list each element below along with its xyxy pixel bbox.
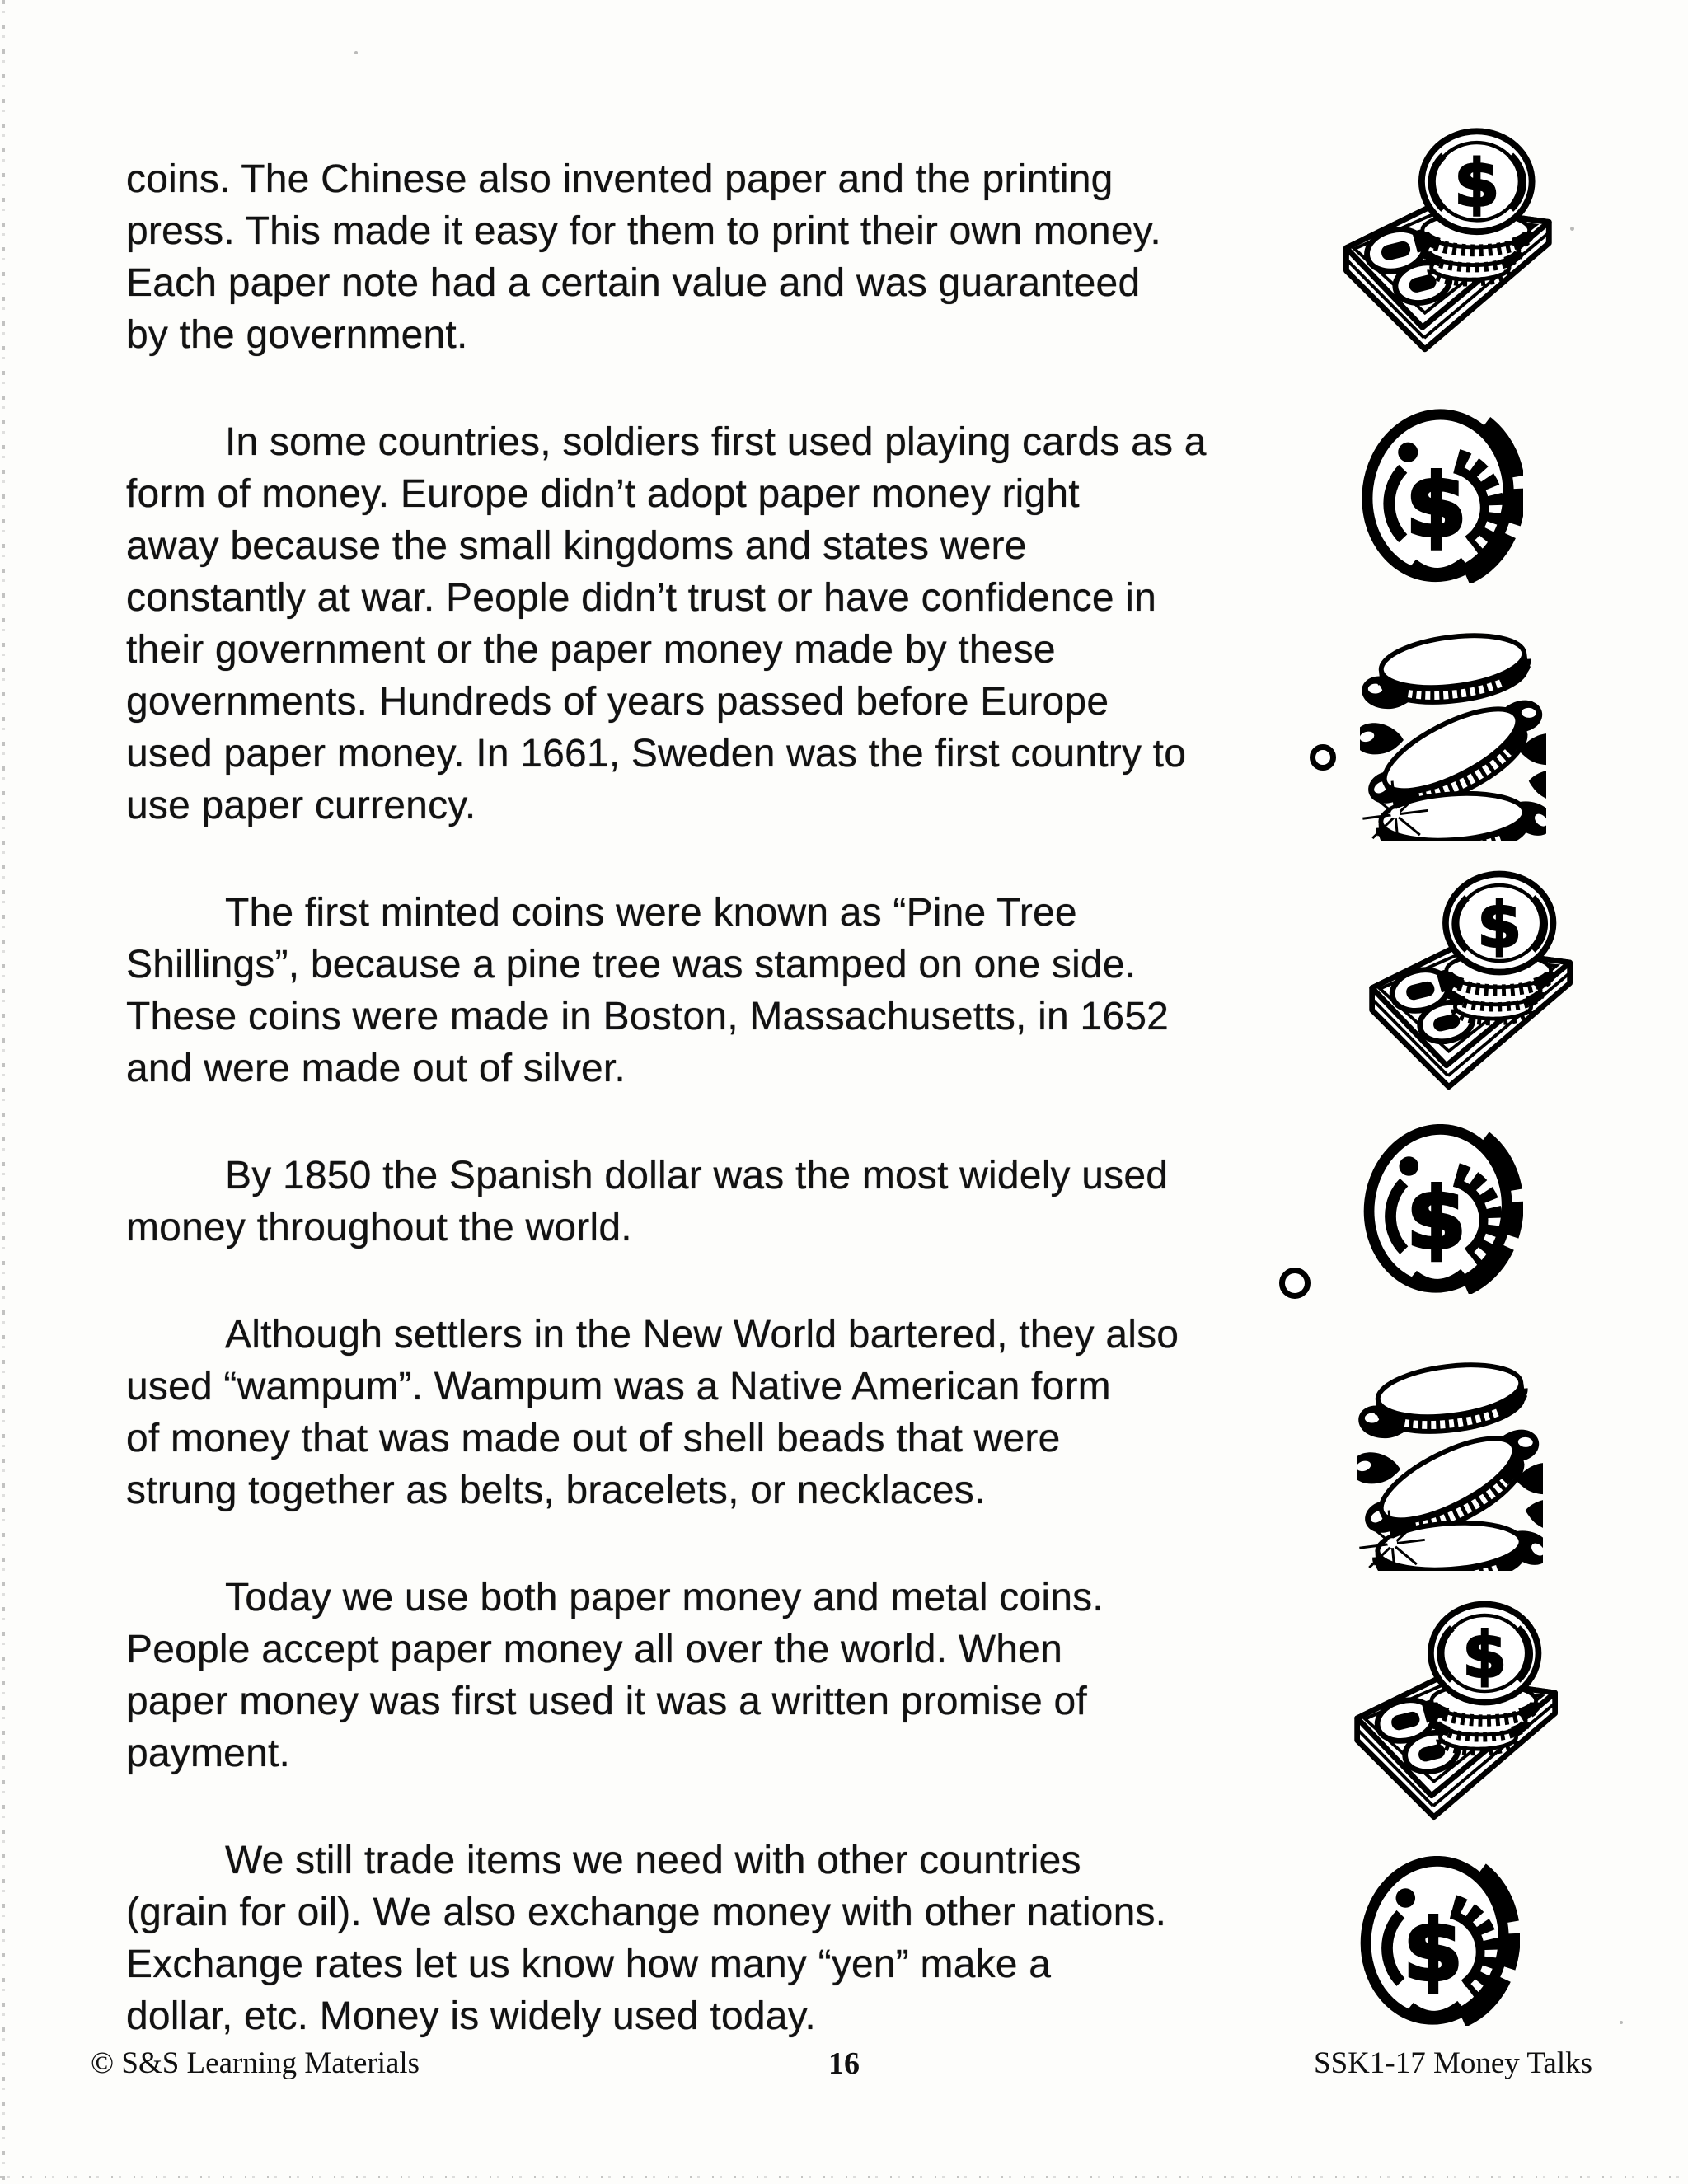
falling-coins-illustration bbox=[1357, 1358, 1543, 1571]
scan-speck bbox=[354, 51, 358, 54]
small-coin-ring-icon bbox=[1310, 744, 1336, 771]
text-line: By 1850 the Spanish dollar was the most widely used bbox=[225, 1154, 1169, 1197]
scan-edge-artifact-left bbox=[2, 0, 5, 2184]
text-line: used “wampum”. Wampum was a Native American form bbox=[126, 1365, 1111, 1408]
text-line: used paper money. In 1661, Sweden was the first country to bbox=[126, 732, 1187, 776]
text-line: These coins were made in Boston, Massachusetts, in 1652 bbox=[126, 995, 1169, 1038]
text-line: their government or the paper money made by these bbox=[126, 628, 1056, 672]
paragraph bbox=[126, 887, 1305, 1094]
text-line: and were made out of silver. bbox=[126, 1047, 626, 1090]
text-line: money throughout the world. bbox=[126, 1206, 632, 1249]
text-line: The first minted coins were known as “Pine Tree bbox=[225, 891, 1077, 935]
paragraph bbox=[126, 1572, 1305, 1779]
page-footer bbox=[0, 2046, 1688, 2087]
text-line: Each paper note had a certain value and was guaranteed bbox=[126, 261, 1141, 305]
text-line: use paper currency. bbox=[126, 784, 476, 827]
small-coin-ring-icon bbox=[1279, 1268, 1311, 1299]
text-line: press. This made it easy for them to print their own money. bbox=[126, 209, 1161, 253]
dollar-sign-coin-illustration bbox=[1362, 409, 1523, 583]
scan-speck bbox=[1012, 1162, 1015, 1165]
text-line: by the government. bbox=[126, 313, 468, 357]
paragraph bbox=[126, 153, 1305, 361]
coins-on-bills-illustration bbox=[1319, 124, 1562, 361]
text-line: Exchange rates let us know how many “yen” make a bbox=[126, 1943, 1052, 1986]
text-line: paper money was first used it was a written promise of bbox=[126, 1680, 1087, 1723]
scan-speck bbox=[1570, 227, 1574, 231]
text-line: payment. bbox=[126, 1732, 291, 1775]
text-line: governments. Hundreds of years passed before Europe bbox=[126, 680, 1109, 724]
coins-on-bills-illustration bbox=[1330, 1597, 1568, 1828]
paragraph bbox=[126, 1835, 1305, 2042]
dollar-sign-coin-illustration bbox=[1358, 1856, 1520, 2026]
text-line: Today we use both paper money and metal coins. bbox=[225, 1576, 1104, 1619]
coins-on-bills-illustration bbox=[1345, 867, 1582, 1098]
dollar-sign-coin-illustration bbox=[1362, 1124, 1523, 1294]
text-line: away because the small kingdoms and states were bbox=[126, 524, 1027, 568]
falling-coins-illustration bbox=[1360, 629, 1546, 841]
text-line: form of money. Europe didn’t adopt paper money right bbox=[126, 472, 1080, 516]
text-line: constantly at war. People didn’t trust or have confidence in bbox=[126, 576, 1157, 620]
page-number: 16 bbox=[828, 2046, 860, 2081]
paragraph bbox=[126, 416, 1305, 832]
text-line: of money that was made out of shell beads that were bbox=[126, 1417, 1061, 1460]
text-line: dollar, etc. Money is widely used today. bbox=[126, 1994, 816, 2038]
text-line: We still trade items we need with other countries bbox=[225, 1839, 1081, 1882]
text-line: coins. The Chinese also invented paper and the printing bbox=[126, 157, 1114, 201]
text-line: Shillings”, because a pine tree was stamped on one side. bbox=[126, 943, 1137, 987]
copyright-text: © S&S Learning Materials bbox=[91, 2046, 420, 2080]
text-column bbox=[126, 153, 1305, 2042]
text-line: (grain for oil). We also exchange money with other nations. bbox=[126, 1891, 1167, 1934]
text-line: In some countries, soldiers first used playing cards as a bbox=[225, 420, 1207, 464]
text-line: Although settlers in the New World bartered, they also bbox=[225, 1313, 1179, 1357]
paragraph bbox=[126, 1150, 1305, 1254]
scan-edge-artifact-bottom bbox=[0, 2176, 1688, 2178]
text-line: strung together as belts, bracelets, or necklaces. bbox=[126, 1469, 986, 1512]
text-line: People accept paper money all over the world. When bbox=[126, 1628, 1062, 1671]
document-code: SSK1-17 Money Talks bbox=[1314, 2046, 1592, 2080]
paragraph bbox=[126, 1309, 1305, 1516]
scan-speck bbox=[1620, 2021, 1623, 2024]
